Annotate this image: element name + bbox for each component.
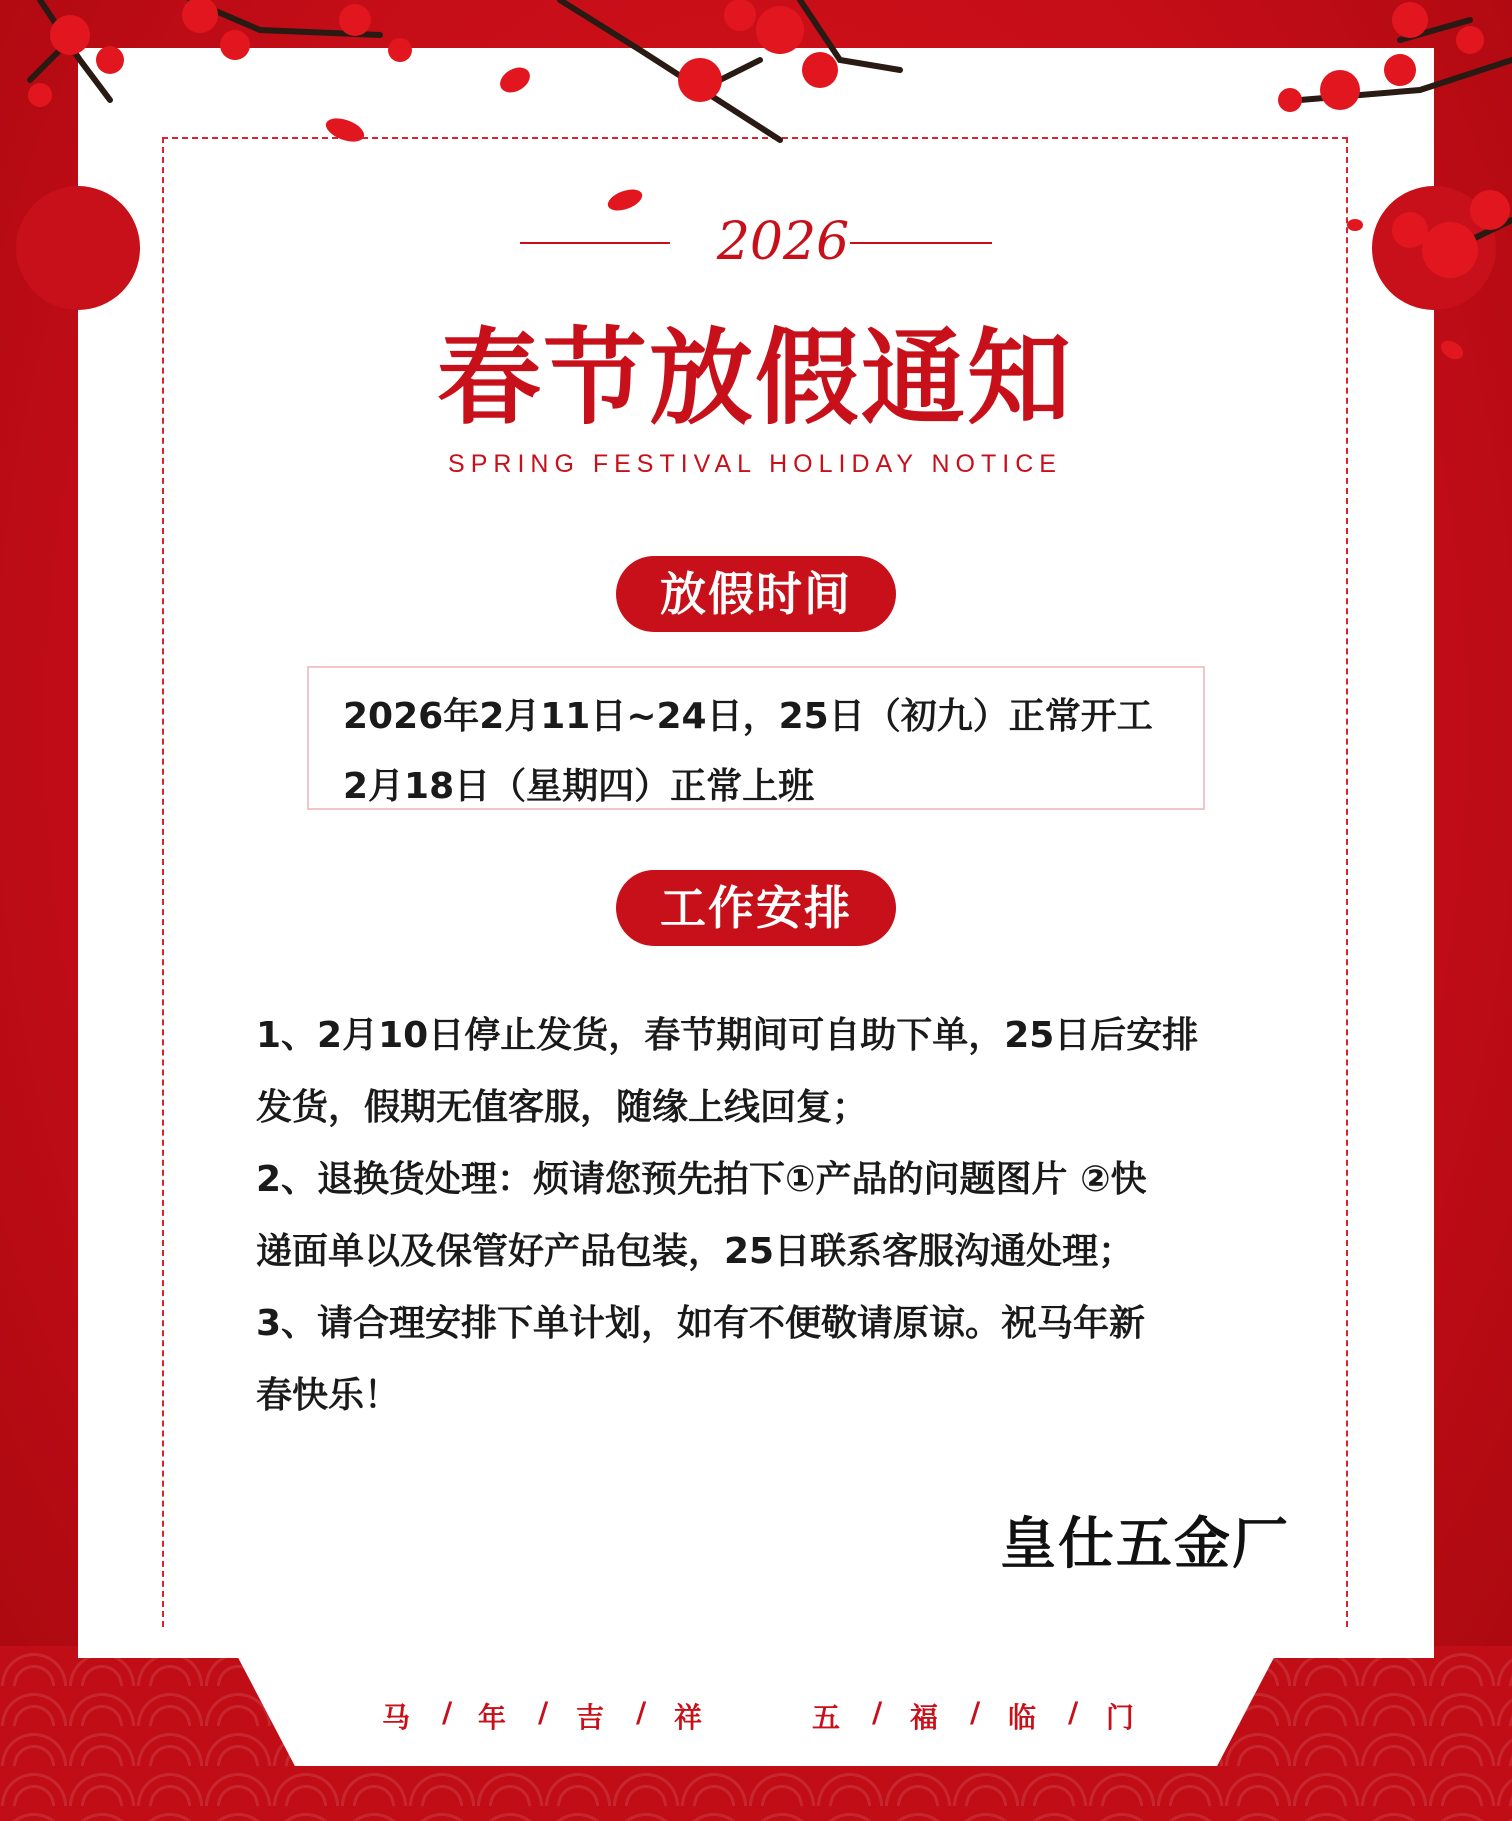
left-notch xyxy=(16,186,140,310)
year-text: 2026 xyxy=(716,212,850,272)
blessing-char: 临 xyxy=(1008,1701,1037,1734)
blessing-char: 五 xyxy=(812,1701,841,1734)
blessing-text xyxy=(360,1696,1160,1736)
blessing-char: 福 xyxy=(910,1701,939,1734)
work-line-2: 发货，假期无值客服，随缘上线回复； xyxy=(256,1087,869,1128)
holiday-time-badge: 放假时间 xyxy=(616,556,896,632)
work-line-6: 春快乐！ xyxy=(256,1375,401,1416)
blessing-sep: / xyxy=(970,1696,981,1729)
blessing-sep: / xyxy=(538,1696,549,1729)
blessing-sep: / xyxy=(636,1696,647,1729)
work-line-5: 3、请合理安排下单计划，如有不便敬请原谅。祝马年新 xyxy=(256,1303,1146,1344)
right-notch xyxy=(1372,186,1496,310)
year-line-left xyxy=(520,242,670,244)
holiday-line-2: 2月18日（星期四）正常上班 xyxy=(343,766,815,807)
blessing-char: 门 xyxy=(1106,1701,1135,1734)
year-line-right xyxy=(850,242,992,244)
blessing-sep: / xyxy=(872,1696,883,1729)
work-arrangement-badge: 工作安排 xyxy=(616,870,896,946)
blessing-char: 吉 xyxy=(576,1701,605,1734)
blessing-char: 祥 xyxy=(674,1701,703,1734)
page-subtitle: SPRING FESTIVAL HOLIDAY NOTICE xyxy=(448,450,1062,478)
year-header xyxy=(520,212,992,272)
work-line-1: 1、2月10日停止发货，春节期间可自助下单，25日后安排 xyxy=(256,1015,1199,1056)
company-signature: 皇仕五金厂 xyxy=(1000,1512,1290,1577)
holiday-line-1: 2026年2月11日~24日，25日（初九）正常开工 xyxy=(343,696,1153,737)
work-line-4: 递面单以及保管好产品包装，25日联系客服沟通处理； xyxy=(256,1231,1135,1272)
blessing-sep: / xyxy=(1068,1696,1079,1729)
page-title: 春节放假通知 xyxy=(436,317,1073,439)
work-arrangement-text xyxy=(256,1000,1296,1432)
blessing-sep: / xyxy=(442,1696,453,1729)
work-line-3: 2、退换货处理：烦请您预先拍下①产品的问题图片 ②快 xyxy=(256,1159,1147,1200)
blessing-char: 年 xyxy=(478,1701,507,1734)
holiday-time-box xyxy=(307,666,1205,810)
blessing-char: 马 xyxy=(382,1701,411,1734)
